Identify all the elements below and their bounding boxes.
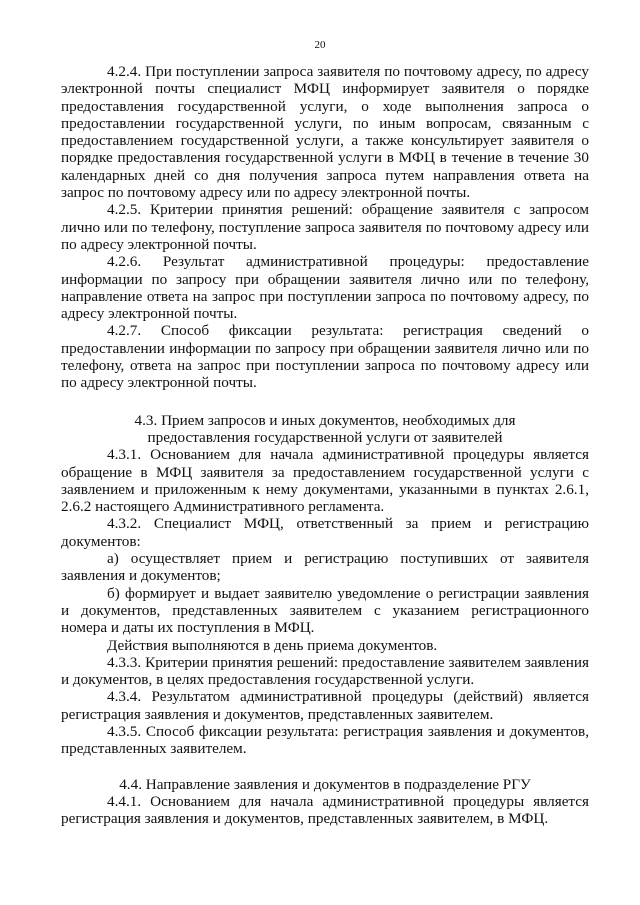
list-item-a: а) осуществляет прием и регистрацию поступивших от заявителя заявления и документов; bbox=[61, 550, 589, 585]
section-heading-4-3 bbox=[61, 412, 589, 447]
section-heading-4-3-line-2: предоставления государственной услуги от заявителей bbox=[147, 428, 503, 446]
section-spacer bbox=[61, 758, 589, 776]
paragraph-4-3-3: 4.3.3. Критерии принятия решений: предоставление заявителем заявления и документов, в целях предоставления государственной услуги. bbox=[61, 653, 589, 689]
section-spacer bbox=[61, 392, 589, 412]
paragraph-4-3-5: 4.3.5. Способ фиксации результата: регистрация заявления и документов, представленных заявителем. bbox=[61, 722, 589, 758]
paragraph-4-3-2: 4.3.2. Специалист МФЦ, ответственный за прием и регистрацию документов: bbox=[61, 515, 589, 550]
section-heading-4-4: 4.4. Направление заявления и документов в подразделение РГУ bbox=[119, 775, 531, 793]
document-body bbox=[61, 63, 589, 827]
paragraph-4-2-5: 4.2.5. Критерии принятия решений: обращение заявителя с запросом лично или по телефону, поступление запроса заявителя по почтовому адресу или по адресу электронной почты. bbox=[61, 201, 589, 253]
paragraph-4-2-6: 4.2.6. Результат административной процедуры: предоставление информации по запросу при обращении заявителя лично или по телефону, направление ответа на запрос при поступлении запроса по почтовому адресу, по адресу электронной почты. bbox=[61, 253, 589, 323]
paragraph-4-3-1: 4.3.1. Основанием для начала административной процедуры является обращение в МФЦ заявителя за предоставлением государственной услуги с заявлением и приложенным к нему документами, указанными в пунктах 2.6.1, 2.6.2 настоящего Административного регламента. bbox=[61, 446, 589, 516]
paragraph-4-3-4: 4.3.4. Результатом административной процедуры (действий) является регистрация заявления и документов, представленных заявителем. bbox=[61, 688, 589, 723]
section-heading-4-3-line-1: 4.3. Прием запросов и иных документов, необходимых для bbox=[134, 411, 516, 429]
list-item-b: б) формирует и выдает заявителю уведомление о регистрации заявления и документов, представленных заявителем с указанием регистрационного номера и даты их поступления в МФЦ. bbox=[61, 584, 589, 637]
paragraph-4-2-4: 4.2.4. При поступлении запроса заявителя по почтовому адресу, по адресу электронной почты специалист МФЦ информирует заявителя о порядке предоставления государственной услуги, о ходе выполнения запроса о предоставлении государственной услуги, по иным вопросам, связанным с предоставлением государственной услуги, а также консультирует заявителя о порядке предоставления государственной услуги в МФЦ в течение в течение 30 календарных дней со дня получения запроса путем направления ответа на запрос по почтовому адресу или по адресу электронной почты. bbox=[61, 63, 589, 202]
paragraph-actions-day: Действия выполняются в день приема документов. bbox=[107, 636, 438, 654]
paragraph-4-4-1: 4.4.1. Основанием для начала административной процедуры является регистрация заявления и документов, представленных заявителем, в МФЦ. bbox=[61, 792, 589, 828]
page-number: 20 bbox=[314, 39, 326, 51]
paragraph-4-2-7: 4.2.7. Способ фиксации результата: регистрация сведений о предоставлении информации по запросу при обращении заявителя лично или по телефону, ответа на запрос при поступлении запроса по почтовому адресу или по адресу электронной почты. bbox=[61, 322, 589, 392]
